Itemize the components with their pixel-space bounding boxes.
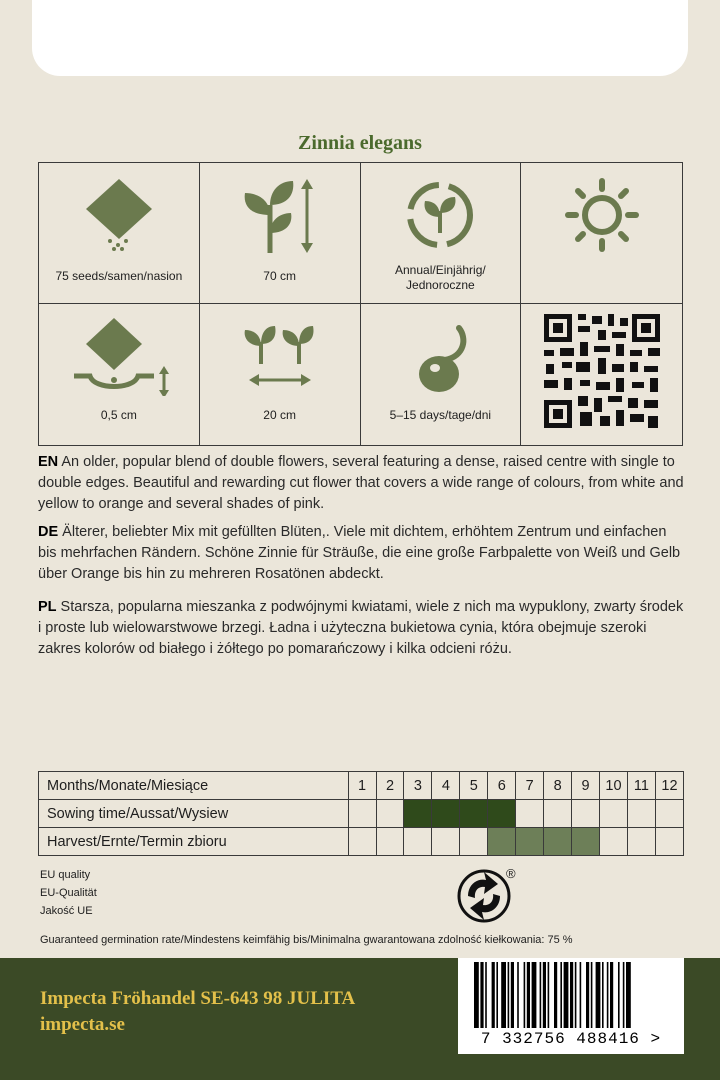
spacing-label: 20 cm [263,408,296,422]
harvest-month-11 [627,828,655,856]
plant-height-icon [235,175,325,255]
month-1: 1 [348,772,376,800]
description-de-text: Älterer, beliebter Mix mit gefüllten Blüten,. Viele mit dichtem, erhöhtem Zentrum und einfachen bis mehrfachen Rändern. Schöne Zinnie für Sträuße, die eine große Farbpalette von Weiß und Gelb über Orange bis hin zu mehreren Rosatönen abdeckt. [38,524,681,582]
harvest-month-12 [655,828,683,856]
sowing-month-11 [627,800,655,828]
website-link[interactable]: impecta.se [40,1014,125,1035]
harvest-month-10 [600,828,628,856]
plant-spacing-icon [235,316,325,396]
lifecycle-label-line2: Jednoroczne [406,278,475,292]
species-name: Zinnia elegans [298,132,422,154]
month-4: 4 [432,772,460,800]
calendar-sowing-row [39,800,684,828]
description-pl-text: Starsza, popularna mieszanka z podwójnymi kwiatami, wiele z nich ma wypuklony, zwarty środek i proste lub wielowarstwowe brzegi. Ładna i użyteczna bukietowa cynia, która obejmuje szeroki zakres kolorów od białego i żółtego po pomarańczowy i kilka odcieni różu. [38,599,684,657]
month-5: 5 [460,772,488,800]
spacing-cell [200,304,361,445]
month-12: 12 [655,772,683,800]
month-7: 7 [516,772,544,800]
description-en [38,452,686,515]
calendar-harvest-row [39,828,684,856]
sowing-calendar [38,771,684,856]
quality-line-pl: Jakość UE [40,905,93,917]
height-label: 70 cm [263,269,296,283]
quality-line-de: EU-Qualität [40,887,97,899]
sowing-month-1 [348,800,376,828]
annual-cycle-icon [395,175,485,255]
quality-note [40,866,97,920]
harvest-month-7 [516,828,544,856]
description-en-text: An older, popular blend of double flowers, several featuring a dense, raised centre with single to double edges. Beautiful and rewarding cut flower that covers a wide range of colours, from white and yellow to orange and several shades of pink. [38,454,684,512]
company-address [40,986,355,1038]
sowing-month-5 [460,800,488,828]
lifecycle-cell [361,163,522,304]
barcode-digits: 7 332756 488416 > [480,1030,662,1048]
sun-cell [521,163,682,304]
sowing-month-4 [432,800,460,828]
calendar-months-row [39,772,684,800]
sowing-label: Sowing time/Aussat/Wysiew [39,800,349,828]
germination-cell [361,304,522,445]
barcode [458,958,684,1054]
hanging-cutout [32,0,688,76]
qr-cell [521,304,682,445]
height-cell [200,163,361,304]
month-3: 3 [404,772,432,800]
sowing-month-3 [404,800,432,828]
germination-rate: Guaranteed germination rate/Mindestens keimfähig bis/Minimalna gwarantowana zdolność kiełkowania: 75 % [40,934,573,946]
sun-icon [557,175,647,255]
months-label: Months/Monate/Miesiące [39,772,349,800]
seed-packet-icon [74,175,164,255]
seeds-cell [39,163,200,304]
description-de [38,522,686,585]
lang-code-de: DE [38,524,59,540]
quality-line-en: EU quality [40,869,91,881]
month-10: 10 [600,772,628,800]
growing-info-grid [38,162,683,446]
depth-cell [39,304,200,445]
germination-label: 5–15 days/tage/dni [389,408,492,422]
sowing-month-6 [488,800,516,828]
sowing-month-7 [516,800,544,828]
month-6: 6 [488,772,516,800]
lifecycle-label-line1: Annual/Einjährig/ [395,263,486,277]
lifecycle-label [361,263,521,293]
harvest-month-1 [348,828,376,856]
harvest-month-3 [404,828,432,856]
qr-code-icon [542,312,662,430]
sowing-month-8 [544,800,572,828]
sowing-month-10 [600,800,628,828]
month-2: 2 [376,772,404,800]
germination-icon [395,316,485,396]
sowing-month-2 [376,800,404,828]
month-8: 8 [544,772,572,800]
sowing-month-9 [572,800,600,828]
harvest-label: Harvest/Ernte/Termin zbioru [39,828,349,856]
harvest-month-8 [544,828,572,856]
harvest-month-2 [376,828,404,856]
lang-code-pl: PL [38,599,57,615]
seeds-label: 75 seeds/samen/nasion [55,269,183,283]
month-11: 11 [627,772,655,800]
harvest-month-9 [572,828,600,856]
harvest-month-5 [460,828,488,856]
description-pl [38,597,686,660]
company-name: Impecta Fröhandel SE-643 98 JULITA [40,988,356,1009]
lang-code-en: EN [38,454,59,470]
harvest-month-4 [432,828,460,856]
depth-label: 0,5 cm [100,408,137,422]
month-9: 9 [572,772,600,800]
sowing-month-12 [655,800,683,828]
harvest-month-6 [488,828,516,856]
barcode-bars-icon [458,962,684,1034]
sowing-depth-icon [64,316,174,396]
registered-mark: ® [506,866,516,881]
